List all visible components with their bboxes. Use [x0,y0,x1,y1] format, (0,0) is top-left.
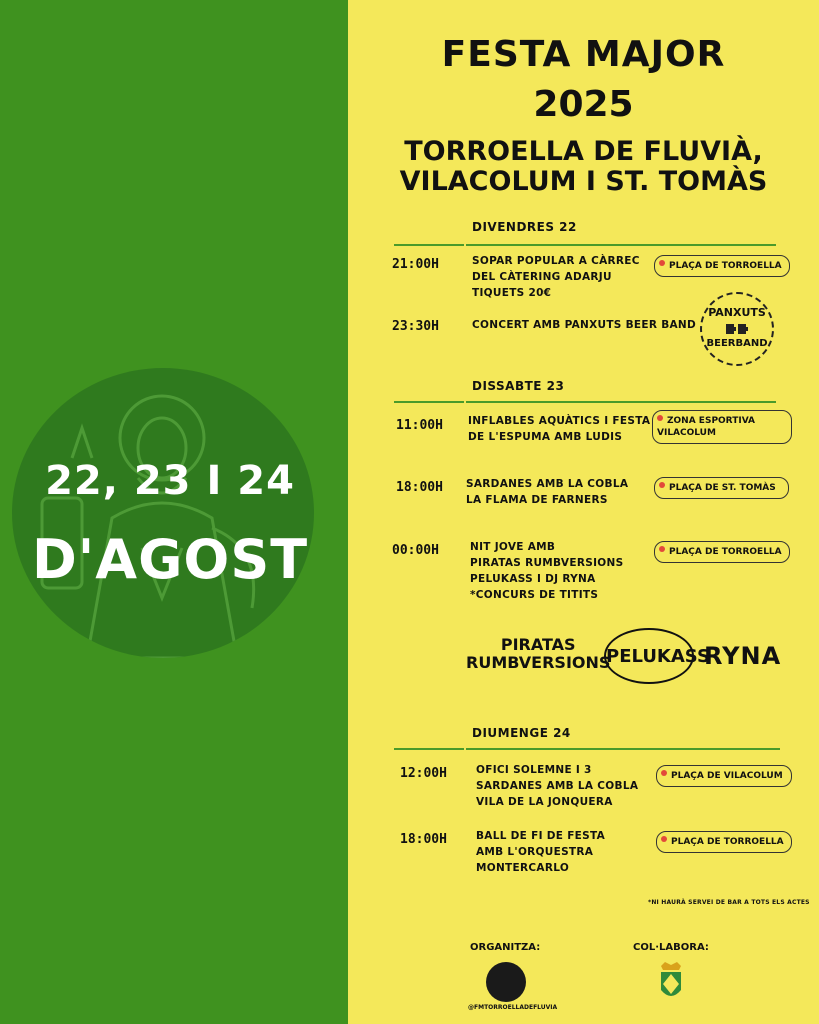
location-pin-icon [659,546,665,554]
event-description [470,539,623,603]
location-pill [654,255,790,277]
location-pill [656,765,792,787]
subtitle-line-1: TORROELLA DE FLUVIÀ, [404,136,763,167]
location-pin-icon [661,770,667,778]
event-description [476,828,605,876]
event-line: DE L'ESPUMA AMB LUDIS [468,431,623,443]
pelukass-logo-text: PELUKASS [606,646,710,667]
location-pin-icon [661,836,667,844]
location-pin-icon [659,260,665,268]
event-line: AMB L'ORQUESTRA [476,846,594,858]
event-line: DEL CÀTERING ADARJU [472,271,612,283]
collabora-label: COL·LABORA: [633,942,709,953]
organizer-handle: @FMTORROELLADEFLUVIA [468,1004,558,1011]
divider-right [466,244,776,246]
day-heading-saturday: DISSABTE 23 [472,379,565,393]
location-label: PLAÇA DE TORROELLA [671,837,784,847]
event-time: 21:00H [392,257,439,272]
event-time: 00:00H [392,543,439,558]
pelukass-logo [604,628,710,684]
beer-mugs-icon [724,321,750,335]
event-line: LA FLAMA DE FARNERS [466,494,608,506]
piratas-rumbversions-logo [466,636,610,672]
event-line: SARDANES AMB LA COBLA [466,478,629,490]
event-line: TIQUETS 20€ [472,287,552,299]
poster-year: 2025 [533,84,634,125]
poster-subtitle [348,137,819,197]
event-line: SARDANES AMB LA COBLA [476,780,639,792]
event-line: SOPAR POPULAR A CÀRREC [472,255,640,267]
municipal-shield-icon [657,960,685,1004]
bar-service-note: *NI HAURÀ SERVEI DE BAR A TOTS ELS ACTES [648,899,810,906]
event-time: 12:00H [400,766,447,781]
divider-right [466,748,780,750]
left-panel [0,0,348,1024]
ryna-logo: RYNA [704,642,782,670]
location-pill [654,541,790,563]
piratas-logo-line1: PIRATAS [500,635,576,654]
divider-left [394,401,464,403]
location-label: ZONA ESPORTIVA [667,416,756,426]
event-time: 18:00H [400,832,447,847]
location-label: PLAÇA DE TORROELLA [669,547,782,557]
panxuts-logo [700,292,774,366]
saint-illustration-circle [12,368,314,658]
location-label: VILACOLUM [657,428,716,438]
event-description [466,476,628,508]
organitza-label: ORGANITZA: [470,942,541,953]
event-line: CONCERT AMB PANXUTS BEER BAND [472,319,697,331]
location-pill [652,410,792,444]
location-pill [656,831,792,853]
event-line: INFLABLES AQUÀTICS I FESTA [468,415,651,427]
subtitle-line-2: VILACOLUM I ST. TOMÀS [399,166,768,197]
event-time: 18:00H [396,480,443,495]
panxuts-logo-top: PANXUTS [708,306,766,319]
panxuts-logo-bottom: BEERBAND [706,338,768,349]
divider-left [394,748,464,750]
event-line: *CONCURS DE TITITS [470,589,599,601]
event-line: NIT JOVE AMB [470,541,556,553]
event-line: OFICI SOLEMNE I 3 [476,764,592,776]
event-description [468,413,650,445]
location-label: PLAÇA DE ST. TOMÀS [669,483,776,493]
day-heading-sunday: DIUMENGE 24 [472,726,571,740]
location-label: PLAÇA DE TORROELLA [669,261,782,271]
location-label: PLAÇA DE VILACOLUM [671,771,783,781]
event-line: BALL DE FI DE FESTA [476,830,606,842]
festival-month: D'AGOST [31,528,309,591]
right-panel [348,0,819,1024]
event-description [472,253,640,301]
location-pin-icon [659,482,665,490]
event-time: 11:00H [396,418,443,433]
divider-right [466,401,776,403]
day-heading-friday: DIVENDRES 22 [472,220,577,234]
location-pill [654,477,789,499]
festival-dates: 22, 23 I 24 [45,458,295,504]
organizer-logo-icon [486,962,526,1002]
event-line: VILA DE LA JONQUERA [476,796,613,808]
event-line: MONTERCARLO [476,862,570,874]
divider-left [394,244,464,246]
event-time: 23:30H [392,319,439,334]
poster-title: FESTA MAJOR [441,34,726,75]
location-pin-icon [657,415,663,423]
piratas-logo-line2: RUMBVERSIONS [466,653,611,672]
event-line: PIRATAS RUMBVERSIONS [470,557,624,569]
saint-illustration-icon [12,368,314,658]
event-description [476,762,638,810]
event-line: PELUKASS I DJ RYNA [470,573,596,585]
event-description [472,317,696,333]
